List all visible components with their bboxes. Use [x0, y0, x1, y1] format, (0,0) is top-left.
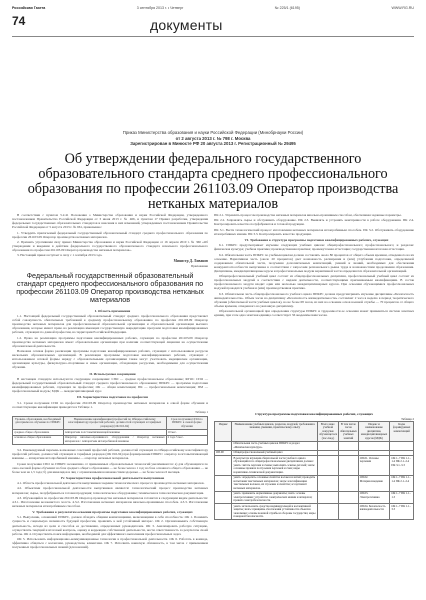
table-1-cell: 10 мес.	[166, 429, 207, 435]
table-2-header-cell: В том числе часов обязательных учебных занятий	[339, 421, 357, 440]
issue-date: 3 сентября 2013 г. • Четверг	[136, 6, 184, 10]
table-2-cell	[318, 504, 339, 520]
table-1-cell: Оператор вязально-прошивного оборудования / Оператор нетканых материалов / Аппаратчик иглопробивной машины	[64, 435, 165, 443]
paragraph-1-2b: Возможна сетевая форма реализации программы подготовки квалифицированных рабочих, служащих с использованием ресурсов нескольких образовательных организаций. В реализации программы подготовки квалифицированных рабочих, служащих с использованием сетевой формы наряду с образовательными организациями также могут участвовать медицинские организации, организации культуры, физкультурно-спортивные и иные организации, обладающие ресурсами, необходимыми для осуществления обучения.	[12, 349, 208, 370]
table-2-cell: уметь: применять нормативные документы; знать: основы электротехники; устройство электрических машин и аппаратов; правила электробезопасности.	[232, 491, 318, 504]
competency-block-3: ПК 3.1. Вести технологический процесс изготовления нетканых материалов иглопробивным способом. ПК 3.2. Обслуживать оборудование иглопробивных машин. ПК 3.3. Контролировать качество продукции.	[214, 227, 414, 236]
site-url: WWW.RG.RU	[391, 6, 414, 10]
table-2-row	[215, 491, 414, 504]
section-heading-4: IV. Характеристика профессиональной деятельности выпускников	[60, 475, 165, 480]
right-column	[214, 213, 414, 319]
paragraph-6-3: 6.3. Обязательная часть общепрофессионального учебного цикла ППКРС должна предусматривать изучение дисциплины «Безопасность жизнедеятельности». Объем часов на дисциплину «Безопасность жизнедеятельности» составляет 2 часа в неделю в период теоретического обучения (обязательной части учебных циклов), но не более 68 часов, из них на освоение основ военной службы — 70 процентов от общего объема времени, отведенного на указанную дисциплину.	[214, 291, 414, 308]
section-heading-2: II. Используемые сокращения	[89, 371, 136, 376]
table-1-header-cell: Наименование квалификации (профессий по Общероссийскому классификатору профессий рабочих, должностей служащих и тарифных разрядов) (ОК 016-94)	[63, 416, 166, 429]
paragraph-3-3: Сроки получения СПО по ППКРС независимо от применяемых образовательных технологий увеличиваются: а) для обучающихся по очно-заочной форме обучения: на базе среднего общего образования — не более чем на 1 год; на базе основного общего образования — не более чем на 1,5 года; б) для инвалидов и лиц с ограниченными возможностями здоровья — не более чем на 6 месяцев.	[12, 461, 208, 474]
abbreviations-paragraph: В настоящем стандарте используются следующие сокращения: СПО — среднее профессиональное образование; ФГОС СПО — федеральный государственный образовательный стандарт среднего профессионального образования; ППКРС — программа подготовки квалифицированных рабочих, служащих по профессии; ОК — общая компетенция; ПК — профессиональная компетенция; ПМ — профессиональный модуль; МДК — междисциплинарный курс.	[12, 376, 208, 394]
table-2-cell: В результате изучения обязательной части учебного цикла обучающийся по общепрофессиональным дисциплинам должен: уметь: читать чертежи и схемы; выполнять эскизы деталей; знать: основные правила построения чертежей и схем; виды нормативно-технической документации.	[232, 456, 318, 476]
order-issuer: Приказ Министерства образования и науки Российской Федерации (Минобрнауки России)	[122, 130, 304, 135]
table-2-caption: Структура программы подготовки квалифицированных рабочих, служащих	[255, 412, 373, 416]
paragraph-4-2: 4.2. Объектами профессиональной деятельности выпускников являются: технологический процесс производства нетканых материалов; сырье, полуфабрикаты и готовая продукция; технологическое оборудование; техническая и технологическая документация.	[12, 486, 208, 495]
table-2-header-cell: Индекс	[215, 422, 232, 442]
table-2-cell	[318, 456, 339, 476]
table-1-header-cell: Срок получения СПО по ППКРС в очной форме обучения	[166, 416, 207, 429]
table-1-cell: основное общее образование	[13, 435, 64, 444]
section-heading-3: III. Характеристика подготовки по профессии	[77, 395, 148, 400]
table-2-header-cell: Коды формируемых компетенций	[390, 422, 414, 442]
table-2-cell: ОК 1–7 ПК 1.1–1.3	[390, 491, 414, 504]
qualification-table	[12, 416, 208, 445]
table-1-cell: Аппаратчик холстовытягивающей машины	[63, 429, 166, 435]
section-heading-5: V. Требования к результатам освоения программы подготовки квалифицированных рабочих, служащих	[32, 510, 193, 515]
left-column	[12, 213, 208, 550]
order-item-2: 2. Признать утратившим силу приказ Министерства образования и науки Российской Федерации от 16 апреля 2010 г. № 360 «Об утверждении и введении в действие федерального государственного образовательного стандарта начального профессионального образования по профессии 261103.09 Оператор производства нетканых материалов».	[12, 239, 208, 253]
table-2-cell	[215, 441, 232, 450]
table-2-cell: ОП.04. Безопасность жизнедеятельности	[358, 504, 390, 520]
standard-title: Федеральный государственный образовательный стандарт среднего профессионального образования по профессии 261103.09 Оператор производства нетканых материалов	[16, 270, 204, 305]
section-title: документы	[150, 17, 223, 33]
paragraph-6-2b: Общепрофессиональный учебный цикл состоит из общепрофессиональных дисциплин, профессиональный учебный цикл состоит из профессиональных модулей в соответствии с видами деятельности, соответствующими присваиваемым квалификациям. В состав профессионального модуля входит один или несколько междисциплинарных курсов. При освоении обучающимися профессиональных модулей проводятся учебная и (или) производственная практика.	[214, 274, 414, 291]
document-title: Об утверждении федерального государственного образовательного стандарта среднего профессионального образования по профессии 261103.09 Оператор производства нетканых материалов	[27, 151, 399, 212]
paragraph-1-2: 1.2. Право на реализацию программы подготовки квалифицированных рабочих, служащих по профессии 261103.09 Оператор производства нетканых материалов имеет образовательная организация при наличии соответствующей лицензии на осуществление образовательной деятельности.	[12, 335, 208, 348]
table-2-cell	[338, 475, 358, 491]
table-1-row	[13, 435, 208, 444]
section-heading-6: VI. Требования к структуре программы подготовки квалифицированных рабочих, служащих	[244, 237, 389, 242]
table-2-cell	[215, 456, 232, 476]
paragraph-5-1b: ОК 5. Использовать информационно-коммуникационные технологии в профессиональной деятельности. ОК 6. Работать в команде, эффективно общаться с коллегами, руководством, клиентами. ОК 7. Исполнять воинскую обязанность, в том числе с применением полученных профессиональных знаний (для юношей).	[12, 537, 208, 550]
intro-paragraph: В соответствии с пунктом 5.2.41 Положения о Министерстве образования и науки Российской Федерации, утвержденного постановлением Правительства Российской Федерации от 3 июня 2013 г. № 466, и пунктом 17 Правил разработки, утверждения федеральных государственных образовательных стандартов и внесения в них изменений, утвержденных постановлением Правительства Российской Федерации от 5 августа 2013 г. № 661, приказываю:	[12, 213, 208, 230]
table-2-cell	[215, 475, 232, 491]
competency-block-2b: ПК 2.2. Заправлять сырье и обслуживать оборудование. ПК 2.3. Выявлять и устранять неисправности в работе оборудования. ПК 2.4. Контролировать качество полуфабрикатов и готовой продукции.	[214, 218, 414, 227]
paragraph-1-1: 1.1. Настоящий федеральный государственный образовательный стандарт среднего профессионального образования представляет собой совокупность обязательных требований к среднему профессиональному образованию по профессии 261103.09 Оператор производства нетканых материалов для профессиональной образовательной организации и образовательной организации высшего образования, которые имеют право на реализацию имеющих государственную аккредитацию программ подготовки квалифицированных рабочих, служащих по данной профессии, на территории Российской Федерации.	[12, 313, 208, 335]
order-item-1: 1. Утвердить прилагаемый федеральный государственный образовательный стандарт среднего профессионального образования по профессии 261103.09 Оператор производства нетканых материалов.	[12, 230, 208, 239]
table-2-cell: Общепрофессиональный учебный цикл	[232, 450, 318, 456]
table-2-cell	[338, 504, 358, 520]
paragraph-4-1: 4.1. Область профессиональной деятельности выпускников: ведение технологического процесса производства нетканых материалов.	[17, 481, 205, 486]
table-2-row	[215, 441, 414, 450]
table-2-cell: ОК 1–7 ПК 1.1–1.4 ПК 2.1–2.4 ПК 3.1–3.3	[390, 456, 414, 476]
publication-name: Российская Газета	[12, 6, 46, 10]
table-2-cell: ОП.01. Основы черчения	[358, 456, 390, 476]
table-2-cell	[358, 441, 390, 450]
table-2-number: Таблица 2	[401, 417, 414, 421]
minister-signature: Министр Д. Ливанов	[173, 258, 208, 263]
paragraph-6-2: 6.2. Обязательная часть ППКРС по учебным циклам должна составлять около 80 процентов от общего объема времени, отведенного на их освоение. Вариативная часть (около 20 процентов) дает возможность расширения и (или) углубления подготовки, определяемой содержанием обязательной части, получения дополнительных компетенций, умений и знаний, необходимых для обеспечения конкурентоспособности выпускника в соответствии с запросами регионального рынка труда и возможностями продолжения образования. Дисциплины, междисциплинарные курсы и профессиональные модули вариативной части определяются образовательной организацией.	[214, 252, 414, 273]
paragraph-5-1: 5.1. Выпускник, освоивший ППКРС, должен обладать общими компетенциями, включающими в себя способность: ОК 1. Понимать сущность и социальную значимость будущей профессии, проявлять к ней устойчивый интерес. ОК 2. Организовывать собственную деятельность, исходя из цели и способов ее достижения, определенных руководителем. ОК 3. Анализировать рабочую ситуацию, осуществлять текущий и итоговый контроль, оценку и коррекцию собственной деятельности, нести ответственность за результаты своей работы. ОК 4. Осуществлять поиск информации, необходимой для эффективного выполнения профессиональных задач.	[12, 515, 208, 536]
table-2-cell	[318, 491, 339, 504]
table-2-row	[215, 475, 414, 491]
competency-block-2: ПК 2.1. Управлять процессом производства нетканых материалов вязально-прошивным способом, обеспечивая заданные параметры.	[214, 213, 402, 217]
table-2-cell: уметь: определять основные свойства волокон и нитей; проводить испытания текстильных материалов; знать: классификацию текстильных волокон, их строение и свойства; ассортимент нетканых материалов.	[232, 475, 318, 491]
paragraph-3-2: 3.2. Рекомендуемый перечень возможных сочетаний профессий рабочих, должностей служащих по Общероссийскому классификатору профессий рабочих, должностей служащих и тарифных разрядов (ОК 016-94) при формировании ППКРС: оператор холстовытягивающей машины — аппаратчик иглопробивной машины — оператор нетканых материалов.	[12, 448, 208, 461]
page-number: 74	[12, 14, 26, 28]
table-2-cell: Обязательная часть учебных циклов ППКРС и раздел «Физическая культура»	[232, 441, 318, 450]
table-2-row	[215, 504, 414, 520]
paragraph-4-3: 4.3. Обучающийся по профессии 261103.09 Оператор производства нетканых материалов готовится к следующим видам деятельности: 4.3.1. Изготовление волокнистого холста. 4.3.2. Изготовление нетканых материалов вязально-прошивным способом. 4.3.3. Изготовление нетканых материалов иглопробивным способом.	[12, 495, 208, 508]
table-1-cell: 2 года 5 мес.	[166, 435, 207, 444]
table-2-row	[215, 456, 414, 476]
page-header-bar	[12, 4, 414, 12]
table-2-cell	[318, 441, 339, 450]
table-2-header-cell: Всего макс. учебной нагрузки обучающегося (час./нед.)	[319, 421, 337, 440]
table-2-cell	[318, 475, 339, 491]
table-1-cell: среднее общее образование	[13, 429, 64, 435]
table-2-cell	[338, 491, 358, 504]
structure-table-block	[214, 412, 414, 520]
table-2-cell	[390, 441, 414, 450]
table-2-cell	[215, 491, 232, 504]
order-number: от 2 августа 2013 г. № 798 г. Москва	[175, 135, 251, 141]
paragraph-3-1: 3.1. Сроки получения СПО по профессии 261103.09 Оператор производства нетканых материалов в очной форме обучения и соответствующие квалификации приводятся в Таблице 1.	[12, 400, 208, 409]
table-2-cell: ОП.02. Материаловедение	[358, 475, 390, 491]
appendix-label: Приложение	[190, 263, 208, 268]
table-1-header-cell: Уровень образования, необходимый для приема на обучение по ППКРС	[13, 416, 64, 429]
table-2-header-cell: Наименование учебных циклов, разделов, модулей, требования к знаниям, умениям, практическому опыту	[232, 422, 318, 442]
order-header	[48, 130, 378, 147]
table-2-cell: ОП.03. Электротехника	[358, 491, 390, 504]
table-2-cell	[338, 456, 358, 476]
section-divider	[12, 36, 414, 37]
table-2-cell: ОП.00	[215, 450, 232, 456]
structure-table	[214, 421, 414, 520]
table-1-number: Таблица 1	[195, 409, 208, 414]
section-heading-1: I. Область применения	[94, 308, 131, 313]
order-item-3: 3. Настоящий приказ вступает в силу с 1 сентября 2013 года.	[17, 253, 103, 258]
order-registration: Зарегистрирован в Минюсте РФ 20 августа 2013 г. Регистрационный № 29495	[130, 141, 296, 147]
table-2-cell	[215, 504, 232, 520]
paragraph-6-3b: Образовательной организацией при определении структуры ППКРС и трудоемкости ее освоения может применяться система зачетных единиц, при этом одна зачетная единица соответствует 36 академическим часам.	[214, 309, 414, 318]
table-2-cell: ОК 1–7 ПК 1.1–1.4 ПК 2.1–2.4	[390, 475, 414, 491]
paragraph-6-1: 6.1. ППКРС предусматривает изучение следующих учебных циклов: общепрофессионального; профессионального; и разделов: физическая культура; учебная практика; производственная практика; промежуточная аттестация; государственная итоговая аттестация.	[214, 243, 414, 252]
table-2-cell: ОК 1–7 ПК 1.1–3.3	[390, 504, 414, 520]
table-2-cell	[338, 441, 358, 450]
issue-number: № 225/1 (6195)	[274, 6, 300, 10]
table-2-header-cell: Индекс и наименование дисциплин, междисциплинарных курсов (МДК)	[358, 422, 390, 442]
table-2-cell: уметь: использовать средства индивидуальной и коллективной защиты; знать: принципы обеспечения устойчивости объектов экономики; основы военной службы и обороны государства; меры пожарной безопасности.	[232, 504, 318, 520]
